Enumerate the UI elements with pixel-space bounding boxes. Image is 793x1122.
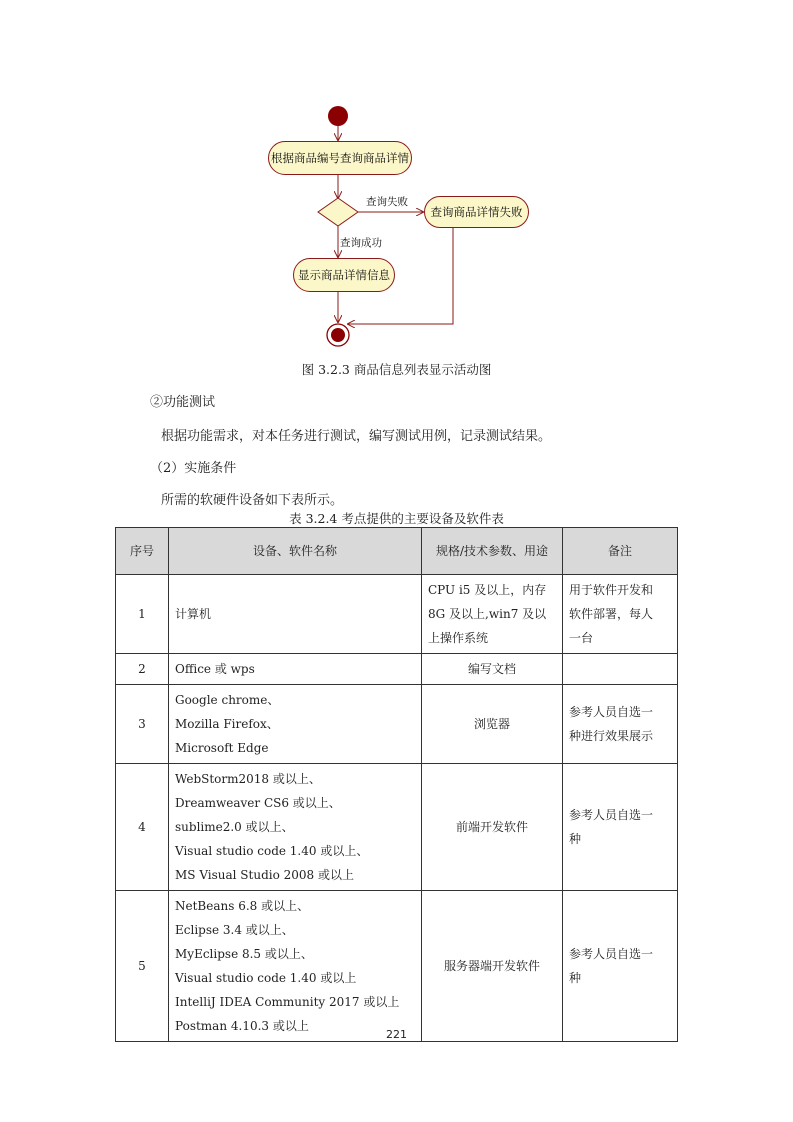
query-detail-activity: 根据商品编号查询商品详情 [268,141,412,175]
spec-line: 8G 及以上,win7 及以 [428,607,547,621]
spec-line: CPU i5 及以上，内存 [428,583,547,597]
equipment-table [115,527,678,1042]
table-caption: 表 3.2.4 考点提供的主要设备及软件表 [289,511,504,526]
row-name [169,764,422,891]
query-fail-activity: 查询商品详情失败 [424,196,529,228]
func-test-paragraph: 根据功能需求，对本任务进行测试，编写测试用例，记录测试结果。 [161,429,552,444]
row-index: 5 [116,891,169,1042]
section-heading-conditions: （2）实施条件 [150,461,237,476]
name-line: MyEclipse 8.5 或以上、 [175,947,313,961]
note-line: 用于软件开发和 [569,583,654,597]
header-name: 设备、软件名称 [169,528,422,575]
name-line: 计算机 [175,607,212,621]
row-spec [422,764,563,891]
name-line: Visual studio code 1.40 或以上 [175,971,357,985]
row-name [169,685,422,764]
page-number: 221 [386,1028,407,1041]
table-header-row [116,528,678,575]
spec-line: 服务器端开发软件 [443,959,540,973]
name-line: Dreamweaver CS6 或以上、 [175,796,341,810]
figure-caption: 图 3.2.3 商品信息列表显示活动图 [301,362,492,377]
fail-edge-label: 查询失败 [366,196,408,208]
row-note [563,654,678,685]
header-index: 序号 [116,528,169,575]
table-row [116,764,678,891]
note-line: 种 [569,971,582,985]
row-name [169,891,422,1042]
name-line: Office 或 wps [175,662,255,676]
row-note [563,764,678,891]
note-line: 一台 [569,631,594,645]
row-index: 2 [116,654,169,685]
spec-line: 编写文档 [467,662,516,676]
row-index: 4 [116,764,169,891]
name-line: NetBeans 6.8 或以上、 [175,899,310,913]
spec-line: 上操作系统 [428,631,489,645]
conditions-paragraph: 所需的软硬件设备如下表所示。 [161,493,344,508]
row-note [563,891,678,1042]
header-spec: 规格/技术参数、用途 [422,528,563,575]
name-line: sublime2.0 或以上、 [175,820,294,834]
spec-line: 前端开发软件 [455,820,528,834]
activity-diagram [240,95,560,357]
note-line: 参考人员自选一 [569,705,654,719]
name-line: Google chrome、 [175,693,280,707]
success-edge-label: 查询成功 [340,237,382,249]
section-heading-func-test: ②功能测试 [150,395,216,410]
show-detail-activity: 显示商品详情信息 [293,258,395,292]
row-spec [422,891,563,1042]
row-note [563,685,678,764]
name-line: Eclipse 3.4 或以上、 [175,923,294,937]
name-line: WebStorm2018 或以上、 [175,772,321,786]
note-line: 参考人员自选一 [569,947,654,961]
row-name [169,654,422,685]
note-line: 种进行效果展示 [569,729,654,743]
row-spec [422,575,563,654]
name-line: IntelliJ IDEA Community 2017 或以上 [175,995,400,1009]
table-row [116,575,678,654]
row-index: 1 [116,575,169,654]
table-row [116,891,678,1042]
row-index: 3 [116,685,169,764]
note-line: 种 [569,832,582,846]
name-line: Visual studio code 1.40 或以上、 [175,844,369,858]
row-note [563,575,678,654]
name-line: Mozilla Firefox、 [175,717,279,731]
row-spec [422,654,563,685]
table-row [116,685,678,764]
row-spec [422,685,563,764]
name-line: Microsoft Edge [175,741,269,755]
table-row [116,654,678,685]
name-line: Postman 4.10.3 或以上 [175,1019,309,1033]
row-name [169,575,422,654]
header-note: 备注 [563,528,678,575]
name-line: MS Visual Studio 2008 或以上 [175,868,354,882]
note-line: 软件部署，每人 [569,607,654,621]
note-line: 参考人员自选一 [569,808,654,822]
spec-line: 浏览器 [473,717,510,731]
